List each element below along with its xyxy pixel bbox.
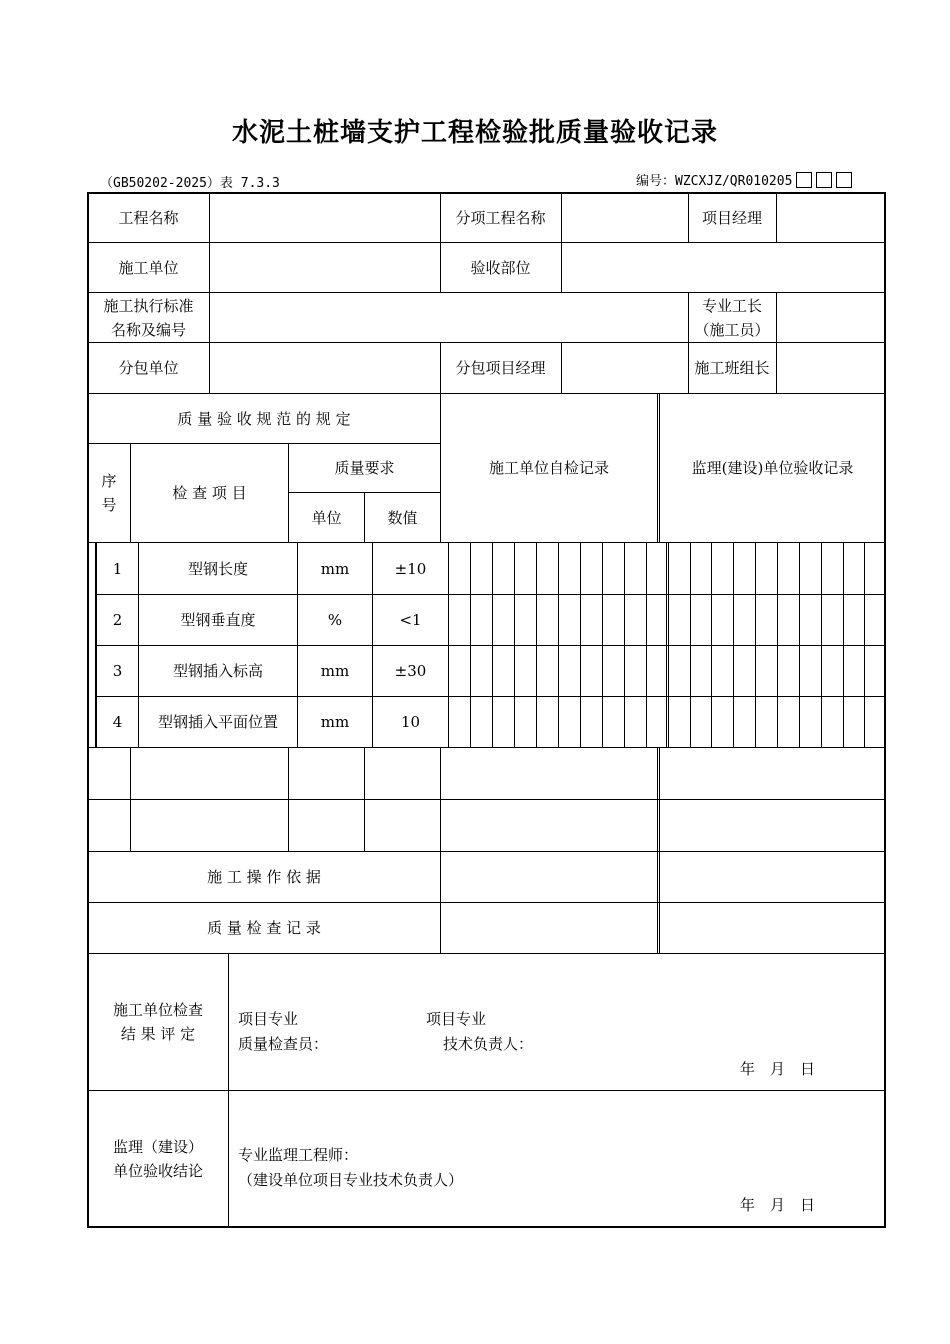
col-divider (777, 542, 778, 747)
supervising-engineer: 专业监理工程师： (238, 1146, 359, 1164)
col-divider (864, 542, 865, 747)
label-standard-line1: 施工执行标准 (103, 296, 194, 315)
row-4-unit: mm (320, 713, 350, 731)
col-divider (364, 747, 365, 851)
tech-lead-line1: 项目专业 (426, 1010, 487, 1028)
conclusion-date: 年 月 日 (740, 1196, 816, 1214)
construction-unit-field[interactable] (210, 243, 440, 292)
evaluation-label (88, 954, 228, 1090)
col-divider (711, 542, 712, 747)
seq-header-line2: 号 (101, 496, 117, 514)
label-foreman-line1: 专业工长 (701, 296, 762, 315)
team-leader-field[interactable] (777, 343, 885, 393)
row-4-no: 4 (112, 713, 123, 731)
evaluation-date: 年 月 日 (740, 1060, 816, 1078)
code-box-2[interactable] (816, 172, 832, 188)
col-divider (646, 542, 647, 747)
supervision-header: 监理(建设)单位验收记录 (691, 459, 854, 477)
unit-header: 单位 (311, 508, 342, 527)
evaluation-label-line2: 结 果 评 定 (120, 1025, 196, 1043)
col-divider (580, 542, 581, 747)
label-sub-project-name: 分项工程名称 (455, 208, 546, 227)
spec-heading: 质 量 验 收 规 范 的 规 定 (177, 409, 351, 428)
col-divider (536, 542, 537, 747)
row-3-unit: mm (320, 662, 350, 680)
project-name-field[interactable] (210, 193, 440, 242)
col-divider (602, 542, 603, 747)
row-2-item: 型钢垂直度 (180, 611, 256, 629)
label-standard-line2: 名称及编号 (110, 320, 186, 339)
conclusion-label-line2: 单位验收结论 (112, 1162, 203, 1180)
col-divider (657, 747, 658, 953)
row-2-no: 2 (112, 611, 123, 629)
quality-record-field[interactable] (441, 903, 657, 953)
row-2-unit: % (327, 611, 343, 629)
label-standard (88, 293, 209, 342)
inspection-part-field[interactable] (562, 243, 885, 292)
label-inspection-part: 验收部位 (470, 258, 531, 277)
operation-basis-label: 施 工 操 作 依 据 (207, 868, 321, 886)
item-header: 检 查 项 目 (172, 484, 247, 502)
col-divider (668, 542, 669, 747)
quality-req-header: 质量要求 (334, 459, 395, 477)
col-divider (843, 542, 844, 747)
col-divider (659, 747, 660, 953)
label-team-leader: 施工班组长 (694, 359, 770, 377)
qc-inspector-line2: 质量检查员： (238, 1035, 329, 1053)
label-project-name: 工程名称 (118, 208, 179, 227)
row-2-value: <1 (399, 611, 422, 629)
seq-header (88, 444, 130, 542)
standard-reference: （GB50202-2025）表 7.3.3 (100, 176, 280, 191)
label-foreman (688, 293, 776, 342)
owner-representative: （建设单位项目专业技术负责人） (238, 1171, 464, 1189)
row-1-unit: mm (320, 559, 350, 578)
col-divider (624, 542, 625, 747)
col-divider (558, 542, 559, 747)
row-divider (88, 747, 885, 748)
form-code (636, 170, 852, 189)
col-divider (448, 542, 449, 747)
evaluation-label-line1: 施工单位检查 (112, 1001, 203, 1019)
self-check-header: 施工单位自检记录 (488, 459, 609, 477)
label-sub-manager: 分包项目经理 (455, 359, 546, 377)
row-3-item: 型钢插入标高 (172, 662, 263, 680)
label-foreman-line2: （施工员） (694, 320, 770, 339)
col-divider (799, 542, 800, 747)
conclusion-label-line1: 监理（建设） (112, 1138, 203, 1156)
row-3-no: 3 (112, 662, 123, 680)
standard-field[interactable] (210, 293, 688, 342)
row-1-value: ±10 (394, 559, 427, 578)
foreman-field[interactable] (777, 293, 885, 342)
seq-header-line1: 序 (101, 472, 117, 490)
col-divider (755, 542, 756, 747)
col-divider (514, 542, 515, 747)
row-3-value: ±30 (394, 662, 427, 680)
col-divider (690, 542, 691, 747)
operation-basis-field[interactable] (441, 852, 657, 902)
col-divider (821, 542, 822, 747)
col-divider (130, 747, 131, 851)
page-title: 水泥土桩墙支护工程检验批质量验收记录 (231, 118, 718, 148)
tech-lead-line2: 技术负责人： (443, 1035, 534, 1053)
row-1-no: 1 (112, 559, 123, 578)
row-divider (88, 799, 885, 800)
label-construction-unit: 施工单位 (118, 258, 179, 277)
label-project-manager: 项目经理 (701, 208, 762, 227)
col-divider (666, 542, 667, 747)
label-subcontractor: 分包单位 (118, 359, 179, 377)
conclusion-label (88, 1091, 228, 1227)
quality-record-label: 质 量 检 查 记 录 (207, 919, 321, 937)
qc-inspector-line1: 项目专业 (238, 1010, 299, 1028)
col-divider (733, 542, 734, 747)
col-divider (657, 393, 658, 542)
code-box-1[interactable] (796, 172, 812, 188)
col-divider (470, 542, 471, 747)
project-manager-field[interactable] (777, 193, 885, 242)
col-divider (492, 542, 493, 747)
subcontractor-field[interactable] (210, 343, 440, 393)
sub-project-name-field[interactable] (562, 193, 688, 242)
form-code-text: 编号：WZCXJZ/QR010205 (636, 174, 793, 189)
col-divider (288, 747, 289, 851)
row-1-item: 型钢长度 (187, 559, 248, 578)
sub-manager-field[interactable] (562, 343, 688, 393)
row-4-item: 型钢插入平面位置 (157, 713, 278, 731)
code-box-3[interactable] (836, 172, 852, 188)
row-4-value: 10 (400, 713, 421, 731)
value-header: 数值 (387, 508, 418, 527)
col-divider (228, 953, 229, 1227)
